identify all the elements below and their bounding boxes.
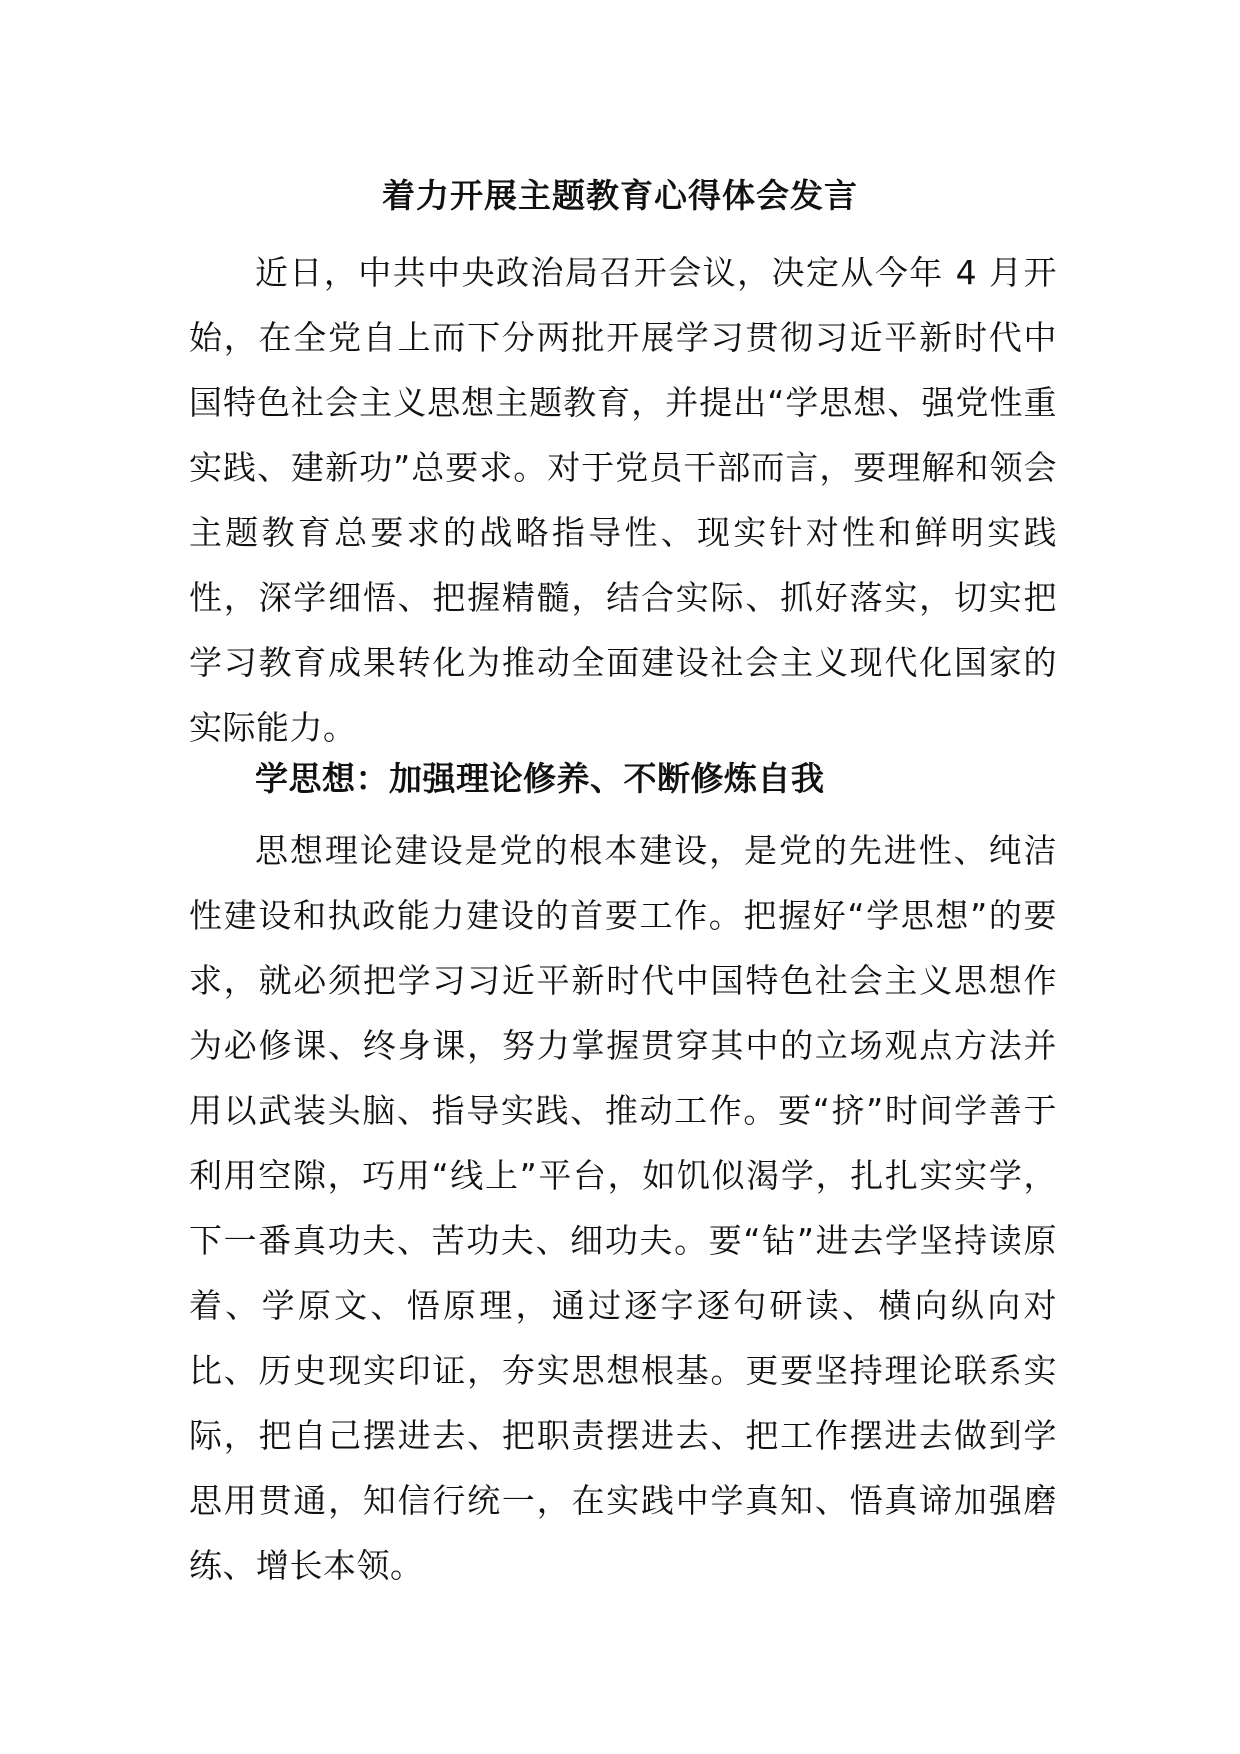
paragraph-study-thought: 思想理论建设是党的根本建设，是党的先进性、纯洁性建设和执政能力建设的首要工作。把握好“学思想”的要求，就必须把学习习近平新时代中国特色社会主义思想作为必修课、终身课，努力掌握贯穿其中的立场观点方法并用以武装头脑、指导实践、推动工作。要“挤”时间学善于利用空隙，巧用“线上”平台，如饥似渴学，扎扎实实学，下一番真功夫、苦功夫、细功夫。要“钻”进去学坚持读原着、学原文、悟原理，通过逐字逐句研读、横向纵向对比、历史现实印证，夯实思想根基。更要坚持理论联系实际，把自己摆进去、把职责摆进去、把工作摆进去做到学思用贯通，知信行统一，在实践中学真知、悟真谛加强磨练、增长本领。	[189, 831, 1057, 1585]
document-title: 着力开展主题教育心得体会发言	[382, 176, 858, 215]
section-heading: 学思想：加强理论修养、不断修炼自我	[255, 759, 825, 798]
paragraph-intro: 近日，中共中央政治局召开会议，决定从今年 4 月开始，在全党自上而下分两批开展学习贯彻习近平新时代中国特色社会主义思想主题教育，并提出“学思想、强党性重实践、建新功”总要求。对于党员干部而言，要理解和领会主题教育总要求的战略指导性、现实针对性和鲜明实践性，深学细悟、把握精髓，结合实际、抓好落实，切实把学习教育成果转化为推动全面建设社会主义现代化国家的实际能力。	[189, 253, 1057, 747]
